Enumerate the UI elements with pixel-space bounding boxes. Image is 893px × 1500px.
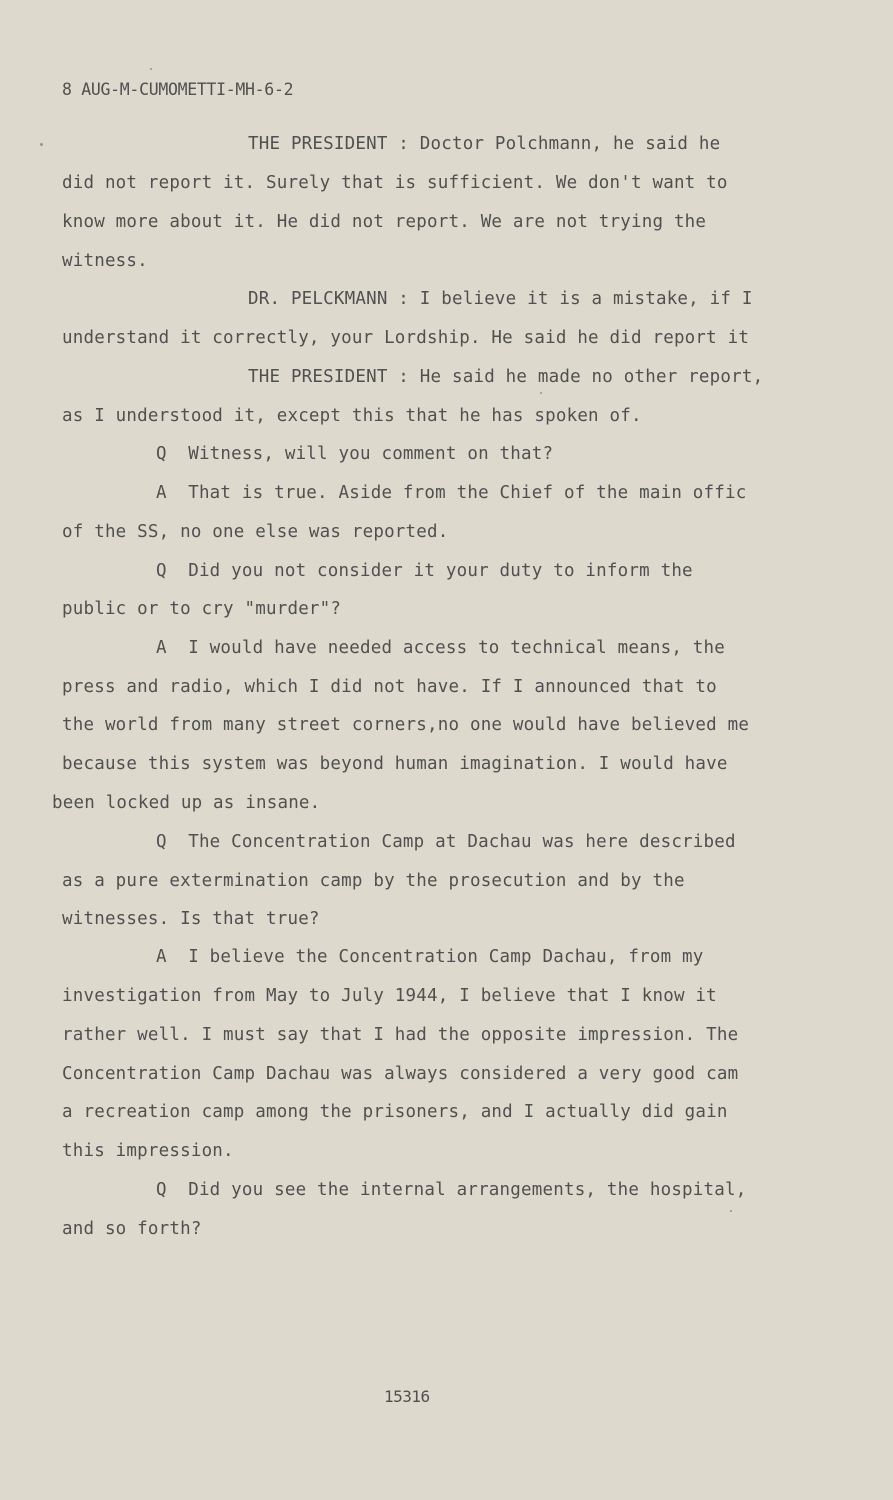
text-line: been locked up as insane. bbox=[52, 793, 321, 813]
paper-mark bbox=[40, 143, 43, 146]
text-line: Q Did you not consider it your duty to inform the bbox=[156, 561, 693, 581]
text-line: press and radio, which I did not have. If I announced that to bbox=[62, 677, 717, 697]
text-line: Concentration Camp Dachau was always considered a very good cam bbox=[62, 1064, 739, 1084]
paper-mark bbox=[150, 68, 152, 70]
text-line: Q Witness, will you comment on that? bbox=[156, 444, 554, 464]
text-line: A I would have needed access to technical means, the bbox=[156, 638, 726, 658]
page-number: 15316 bbox=[384, 1387, 430, 1406]
text-line: did not report it. Surely that is sufficient. We don't want to bbox=[62, 173, 728, 193]
text-line: Q Did you see the internal arrangements, the hospital, bbox=[156, 1180, 747, 1200]
text-line: investigation from May to July 1944, I believe that I know it bbox=[62, 986, 717, 1006]
text-line: understand it correctly, your Lordship. He said he did report it bbox=[62, 328, 750, 348]
paper-mark bbox=[540, 392, 542, 394]
text-line: know more about it. He did not report. We are not trying the bbox=[62, 212, 707, 232]
text-line: the world from many street corners,no one would have believed me bbox=[62, 715, 750, 735]
text-line: DR. PELCKMANN : I believe it is a mistake, if I bbox=[248, 289, 753, 309]
text-line: witness. bbox=[62, 251, 148, 271]
text-line: because this system was beyond human imagination. I would have bbox=[62, 754, 728, 774]
text-line: as I understood it, except this that he has spoken of. bbox=[62, 406, 642, 426]
paper-mark bbox=[730, 1210, 732, 1212]
text-line: A I believe the Concentration Camp Dachau, from my bbox=[156, 947, 704, 967]
text-line: this impression. bbox=[62, 1141, 234, 1161]
text-line: of the SS, no one else was reported. bbox=[62, 522, 449, 542]
text-line: Q The Concentration Camp at Dachau was here described bbox=[156, 832, 736, 852]
text-line: THE PRESIDENT : Doctor Polchmann, he said he bbox=[248, 134, 721, 154]
text-line: THE PRESIDENT : He said he made no other report, bbox=[248, 367, 764, 387]
text-line: and so forth? bbox=[62, 1219, 202, 1239]
text-line: as a pure extermination camp by the prosecution and by the bbox=[62, 871, 685, 891]
text-line: witnesses. Is that true? bbox=[62, 909, 320, 929]
text-line: A That is true. Aside from the Chief of the main offic bbox=[156, 483, 747, 503]
document-header: 8 AUG-M-CUMOMETTI-MH-6-2 bbox=[62, 80, 294, 99]
text-line: public or to cry "murder"? bbox=[62, 599, 342, 619]
text-line: a recreation camp among the prisoners, and I actually did gain bbox=[62, 1102, 728, 1122]
text-line: rather well. I must say that I had the opposite impression. The bbox=[62, 1025, 739, 1045]
